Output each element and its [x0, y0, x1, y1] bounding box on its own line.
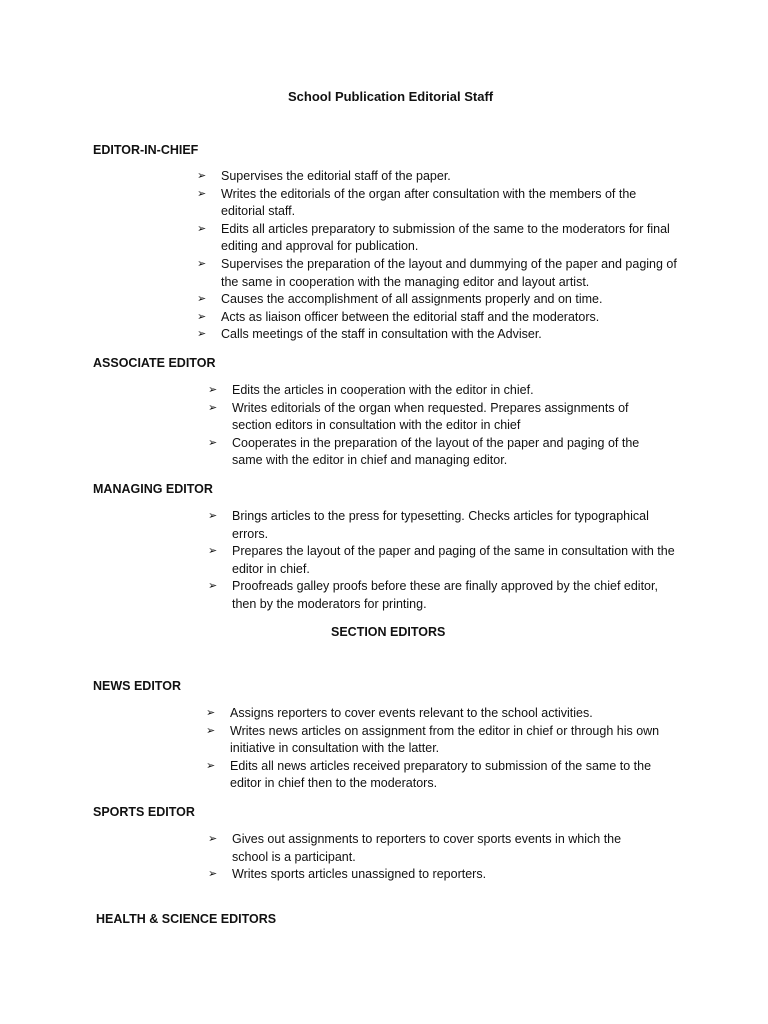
- bullet-list-editor-in-chief: [197, 168, 677, 344]
- list-item: [206, 723, 676, 758]
- bullet-list-managing-editor: [208, 508, 678, 614]
- list-item-text: Gives out assignments to reporters to cover sports events in which the school is a participant.: [232, 832, 622, 864]
- list-item: [197, 168, 677, 186]
- arrow-bullet-icon: ➢: [197, 187, 207, 200]
- arrow-bullet-icon: ➢: [197, 310, 207, 323]
- arrow-bullet-icon: ➢: [206, 707, 216, 719]
- section-heading-health-science-editors: HEALTH & SCIENCE EDITORS: [96, 912, 277, 926]
- arrow-bullet-icon: ➢: [197, 328, 207, 341]
- bullet-list-associate-editor: [208, 382, 668, 470]
- list-item-text: Prepares the layout of the paper and paging of the same in consultation with the editor in chief.: [232, 544, 675, 576]
- arrow-bullet-icon: ➢: [197, 170, 207, 182]
- list-item: [206, 758, 676, 793]
- arrow-bullet-icon: ➢: [206, 724, 216, 737]
- list-item: [208, 543, 678, 578]
- list-item-text: Calls meetings of the staff in consultation with the Adviser.: [221, 327, 542, 342]
- arrow-bullet-icon: ➢: [197, 293, 207, 306]
- arrow-bullet-icon: ➢: [208, 401, 218, 414]
- section-heading-sports-editor: SPORTS EDITOR: [93, 805, 195, 819]
- list-item-text: Writes editorials of the organ when requested. Prepares assignments of section editors in consultation with the editor in chief: [232, 400, 629, 433]
- list-item-text: Edits the articles in cooperation with the editor in chief.: [232, 383, 534, 397]
- arrow-bullet-icon: ➢: [208, 545, 218, 558]
- list-item: [197, 309, 677, 327]
- list-item-text: Edits all news articles received preparatory to submission of the same to the editor in chief then to the moderators.: [230, 758, 652, 791]
- section-heading-managing-editor: MANAGING EDITOR: [93, 482, 213, 496]
- arrow-bullet-icon: ➢: [208, 868, 218, 881]
- list-item: [197, 186, 677, 221]
- section-heading-editor-in-chief: EDITOR-IN-CHIEF: [93, 143, 199, 157]
- list-item: [208, 831, 648, 866]
- list-item: [208, 578, 678, 613]
- list-item-text: Assigns reporters to cover events relevant to the school activities.: [230, 706, 593, 720]
- list-item-text: Cooperates in the preparation of the layout of the paper and paging of the same with the editor in chief and managing editor.: [232, 435, 640, 468]
- list-item: [197, 256, 677, 291]
- list-item-text: Causes the accomplishment of all assignments properly and on time.: [221, 292, 603, 307]
- list-item-text: Proofreads galley proofs before these are finally approved by the chief editor, then by the moderators for printing.: [232, 579, 658, 611]
- arrow-bullet-icon: ➢: [208, 833, 218, 845]
- arrow-bullet-icon: ➢: [208, 510, 218, 522]
- list-item: [208, 866, 648, 884]
- arrow-bullet-icon: ➢: [208, 436, 218, 449]
- section-heading-section-editors: SECTION EDITORS: [331, 625, 446, 639]
- list-item: [197, 291, 677, 309]
- arrow-bullet-icon: ➢: [206, 759, 216, 772]
- arrow-bullet-icon: ➢: [197, 257, 207, 270]
- list-item-text: Brings articles to the press for typesetting. Checks articles for typographical errors.: [232, 509, 649, 541]
- section-heading-news-editor: NEWS EDITOR: [93, 679, 181, 693]
- document-title: School Publication Editorial Staff: [288, 89, 494, 104]
- arrow-bullet-icon: ➢: [208, 384, 218, 396]
- arrow-bullet-icon: ➢: [197, 222, 207, 235]
- list-item-text: Supervises the preparation of the layout and dummying of the paper and paging of the same in cooperation with the managing editor and layout artist.: [221, 256, 677, 289]
- bullet-list-news-editor: [206, 705, 676, 793]
- list-item: [208, 400, 668, 435]
- list-item-text: Edits all articles preparatory to submission of the same to the moderators for final editing and approval for publication.: [221, 221, 670, 254]
- list-item: [206, 705, 676, 723]
- section-heading-associate-editor: ASSOCIATE EDITOR: [93, 356, 216, 370]
- list-item-text: Supervises the editorial staff of the paper.: [221, 169, 451, 183]
- list-item: [208, 508, 678, 543]
- list-item-text: Writes sports articles unassigned to reporters.: [232, 867, 487, 882]
- list-item: [197, 326, 677, 344]
- arrow-bullet-icon: ➢: [208, 580, 218, 593]
- bullet-list-sports-editor: [208, 831, 648, 884]
- list-item: [208, 435, 668, 470]
- list-item: [197, 221, 677, 256]
- list-item: [208, 382, 668, 400]
- list-item-text: Acts as liaison officer between the editorial staff and the moderators.: [221, 309, 600, 324]
- list-item-text: Writes news articles on assignment from the editor in chief or through his own initiative in consultation with the latter.: [230, 723, 660, 756]
- list-item-text: Writes the editorials of the organ after consultation with the members of the editorial staff.: [221, 186, 637, 219]
